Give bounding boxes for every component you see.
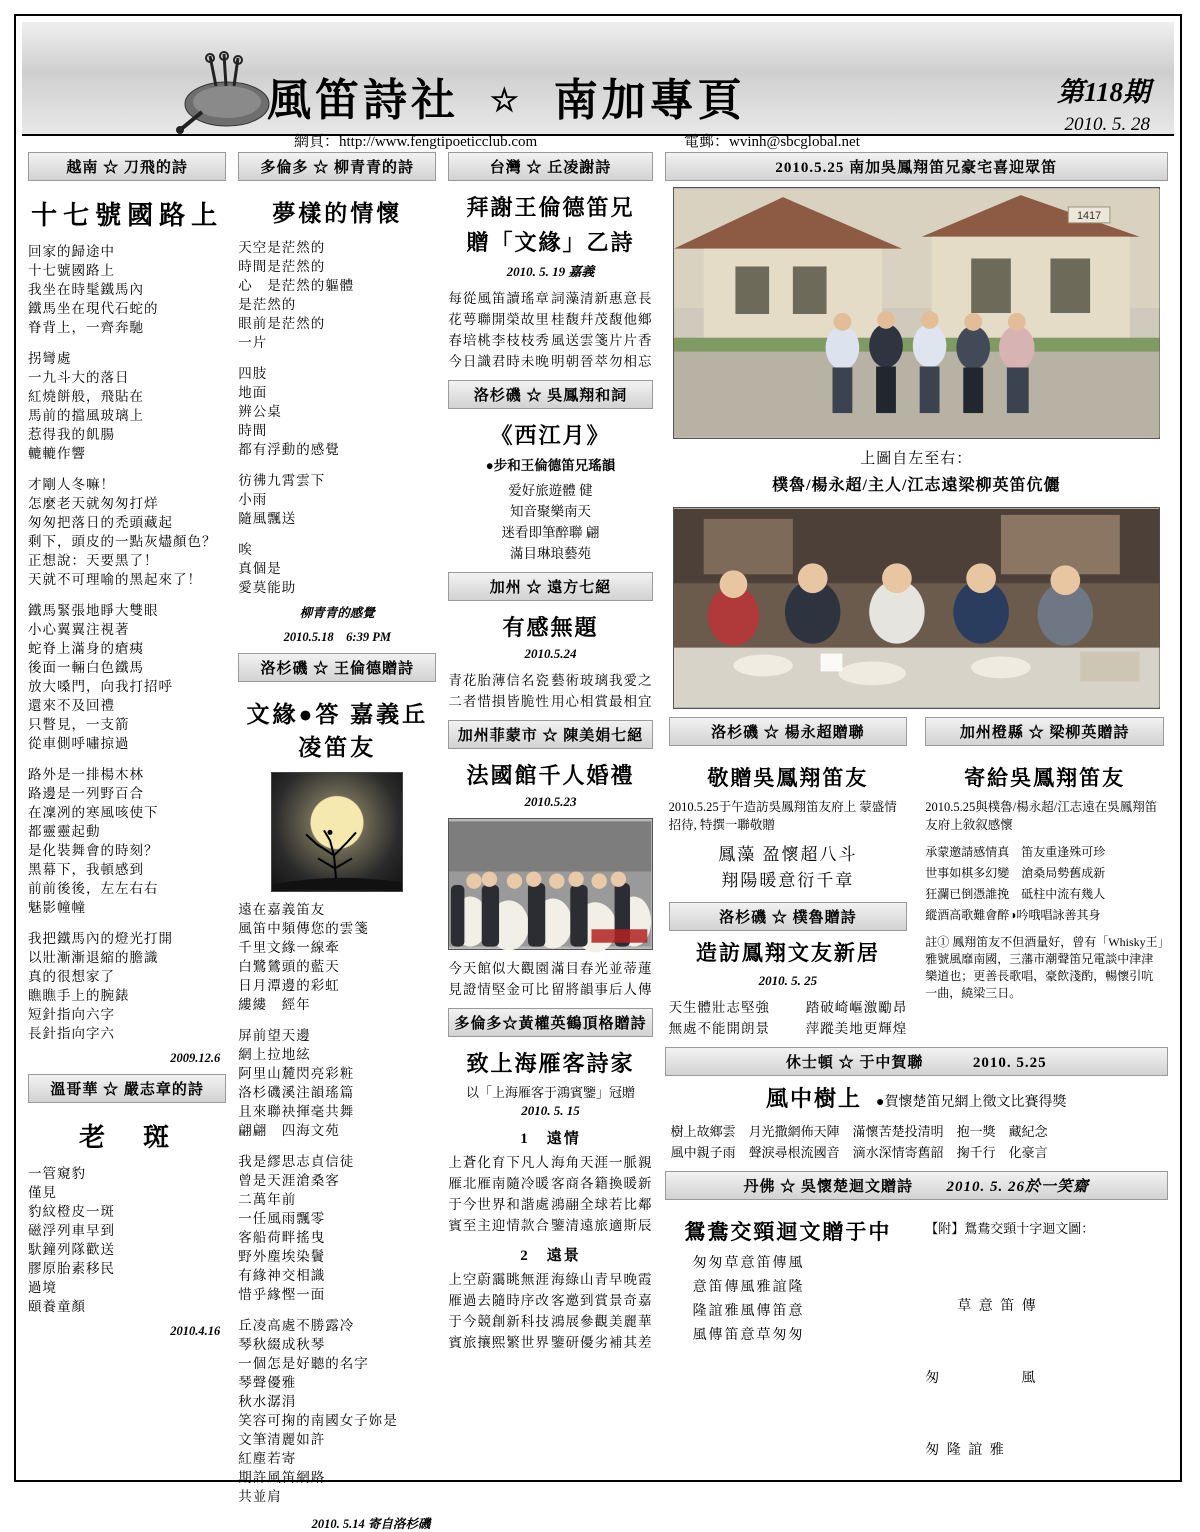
two-column-headers xyxy=(665,709,1168,752)
column-3 xyxy=(442,144,658,1466)
poem-title-shanghai: 致上海雁客詩家 xyxy=(466,1051,635,1076)
newsletter-sheet xyxy=(14,14,1182,1531)
section-header-denver xyxy=(665,1171,1168,1200)
poem-title-fengzhongshushang: 風中樹上 xyxy=(766,1086,863,1111)
poem-title-wenyuan: 文緣●答 嘉義丘凌笛友 xyxy=(246,702,429,760)
poem-title-yuanyang: 鴛鴦交頸迴文贈于中 xyxy=(684,1220,892,1244)
poem-body-visit: 天生體壯志堅強 踏破崎嶇激勵昂 無處不能開朗景 萍蹤美地更輝煌 xyxy=(668,1000,908,1036)
bottom-two-columns xyxy=(665,752,1168,1039)
figure-yuanyang: 草 意 笛 傳 匆 風 匆 隆 誼 雅 xyxy=(925,1299,1038,1458)
poem-title-highway17: 十七號國路上 xyxy=(31,201,224,230)
poem-lead-jigei: 2010.5.25與樸魯/楊永超/江志遠在吳鳳翔笛友府上敘叙感懷 xyxy=(925,800,1158,832)
dinner-photo xyxy=(673,507,1160,709)
denver-date: 2010. 5. 26於一笑齋 xyxy=(946,1179,1090,1195)
bagpipe-logo-icon xyxy=(172,52,282,134)
star-icon: ☆ xyxy=(490,82,523,118)
poem-signature-dream-time: 2010.5.18 6:39 PM xyxy=(283,630,391,644)
svg-text:1417: 1417 xyxy=(1076,209,1101,222)
website-line[interactable]: 網頁：http://www.fengtipoeticclub.com xyxy=(294,134,538,150)
masthead xyxy=(22,22,1174,150)
poem-body-yuanyang: 匆匆草意笛傳風 意笛傳風雅誼隆 隆誼雅風傳笛意 風傳笛意草匆匆 xyxy=(692,1256,805,1343)
wedding-photo xyxy=(448,818,652,950)
poem-date-shanghai: 2010. 5. 15 xyxy=(521,1103,580,1118)
section-header-la-wang: 洛杉磯 ☆ 王倫德贈詩 xyxy=(238,653,436,682)
section-header-fremont: 加州菲蒙市 ☆ 陳美娟七絕 xyxy=(448,720,652,749)
poem-date-visit: 2010. 5. 25 xyxy=(758,973,818,988)
section-header-toronto: 多倫多 ☆ 柳青青的詩 xyxy=(238,152,436,181)
poem-subtitle-fengzhongshushang: ●賀懷楚笛兄網上徵文比賽得獎 xyxy=(876,1095,1067,1110)
title-left: 風笛詩社 xyxy=(267,76,459,125)
photo-caption-line1: 上圖自左至右： xyxy=(860,451,973,467)
couplet-line-2: 翔陽暖意衍千章 xyxy=(721,871,855,890)
section-header-taiwan: 台灣 ☆ 丘凌謝詩 xyxy=(448,152,652,181)
section-header-la-wu: 洛杉磯 ☆ 吳鳳翔和詞 xyxy=(448,380,652,409)
poem-body-jigei: 承蒙邀請感情真 笛友重逢殊可珍 世事如棋多幻變 滄桑局勢舊成新 狂瀾已倒憑誰挽 砥柱中流有幾人 縱酒高歌難會醉◑吟哦唱詠善其身 xyxy=(925,845,1106,922)
poem-body-shanghai-1: 上蒼化育下凡人 海角天涯一脈親 雁北雁南隨冷暖 客商各籍換暖新 于今世界和諧處 鴻翮全球若比鄰 賓至主迎情款合 鑒清遠旅適斯辰 xyxy=(448,1155,653,1233)
poem-body-wedding: 今天館似大觀園 滿目春光並蒂蓮 見證情堅金可比 留將韻事后人傳 xyxy=(448,961,653,997)
content-columns xyxy=(22,136,1174,1531)
poem-body-wenyuan: 遠在嘉義笛友 風笛中頻傳您的雲箋 千里文緣一線牽 白鷺鷥頭的藍天 日月潭邊的彩虹 縷縷 經年 屏前望天邊 網上拉地絃 阿里山麓閃亮彩粧 洛杉磯溪注韻瑤篇 且來聯袂揮毫共舞 翩翩 四海文苑 我是繆思志貞信徒 曾是天涯滄桑客 二萬年前 一任風雨飄零 客船荷畔搖曳 野外塵埃染鬢 有緣神交相識 惜乎緣慳一面 丘凌高處不勝露冷 琴秋綴成秋琴 一個怎是好聽的名字 琴聲優雅 秋水潺涓 笑容可掬的南國女子妳是 文筆清麗如許 紅塵若寄 期許風笛網路 共並肩 xyxy=(238,902,398,1504)
section-header-toronto-huang: 多倫多☆黃權英鶴頂格贈詩 xyxy=(448,1008,652,1037)
section-header-la-yang: 洛杉磯 ☆ 楊永超贈聯 xyxy=(669,717,908,746)
section-header-orange-liang: 加州橙縣 ☆ 梁柳英贈詩 xyxy=(925,717,1164,746)
poem-subtitle-shanghai: 以「上海雁客于鴻賓鑒」冠贈 xyxy=(465,1085,635,1100)
page-title xyxy=(267,64,746,128)
houston-date: 2010. 5.25 xyxy=(972,1055,1047,1071)
house-group-photo-image xyxy=(674,188,1159,438)
poem-body-thanks: 每從風笛讀瑤章 詞藻清新惠意長 花萼聯開榮故里 桂馥幷茂馥他鄉 春培桃李枝枝秀 風送雲箋片片香 今日識君時未晚 明朝晉萃勿相忘 xyxy=(448,291,653,369)
figure-label-yuanyang: 【附】鴛鴦交頸十字迴文圖： xyxy=(925,1221,1095,1236)
poem-title-visit: 造訪鳳翔文友新居 xyxy=(695,941,880,965)
wedding-photo-image xyxy=(449,819,651,949)
poem-title-wedding: 法國館千人婚禮 xyxy=(466,763,635,788)
poem-signature-oldspot: 2010.4.16 xyxy=(170,1324,221,1338)
poem-title-xijiangyue: 《西江月》 xyxy=(490,423,611,448)
section-header-la-pulu: 洛杉磯 ☆ 樸魯贈詩 xyxy=(669,902,908,931)
dinner-photo-image xyxy=(674,508,1159,708)
poem-title-oldspot: 老 斑 xyxy=(79,1123,176,1152)
poem-body-oldspot: 一管窺豹 僅見 豹紋橙皮一斑 磁浮列車早到 馱鐘列隊歡送 膠原胎素移民 過境 頤養童顏 xyxy=(28,1166,115,1314)
poem-section-1: 1 遠情 xyxy=(520,1131,581,1147)
moon-photo xyxy=(271,772,403,892)
column-4 xyxy=(659,144,1174,1466)
poem-signature-highway17: 2009.12.6 xyxy=(170,1051,221,1065)
poem-body-highway17: 回家的歸途中 十七號國路上 我坐在時髦鐵馬內 鐵馬坐在現代石蛇的 脊背上，一齊奔馳 拐彎處 一九斗大的落日 紅燒餅般，飛貼在 馬前的擋風玻璃上 惹得我的飢腸 轆轆作響 才剛人冬嘛！ 怎麼老天就匆匆打烊 匆匆把落日的禿頭藏起 剩下，頭皮的一點灰燼顏色？ 正想說：天要黑了！ 天就不可理喻的黑起來了！ 鐵馬緊張地睜大雙眼 小心翼翼注視著 蛇脊上滿身的瘡痍 後面一輛白色鐵馬 放大嗓門，向我打招呼 還來不及回禮 只瞥見，一支箭 從車側呼嘯掠過 路外是一排楊木林 路邊是一列野百合 在凜冽的寒風咳使下 都靈靈起動 是化裝舞會的時刻？ 黑幕下，我頓感到 前前後後，左左右右 魅影幢幢 我把鐵馬內的燈光打開 以壯漸漸退縮的膽識 真的很想家了 瞧瞧手上的腕錶 短針指向六字 長針指向字六 xyxy=(28,242,226,1043)
poem-signature-dream-author: 柳青青的感覺 xyxy=(299,606,375,620)
section-header-gathering: 2010.5.25 南加吳鳳翔笛兄豪宅喜迎眾笛 xyxy=(665,152,1168,181)
poem-signature-wenyuan: 2010. 5.14 寄自洛杉磯 xyxy=(311,1517,431,1531)
poem-title-jigei: 寄給吳鳳翔笛友 xyxy=(964,766,1126,790)
poem-body-shanghai-2: 上空蔚靄眺無涯 海綠山青早晚霞 雁過去隨時序改 客邀到賞景奇嘉 于今競創新科技 鴻展參觀美麗華 賓旅攘熙繁世界 鑒研優劣補其差 xyxy=(448,1272,653,1350)
stanza: 回家的歸途中 xyxy=(28,244,115,259)
column-2 xyxy=(232,144,442,1531)
photo-caption-line2: 樸魯/楊永超/主人/江志遠梁柳英笛伉儷 xyxy=(772,477,1061,494)
houston-label: 休士頓 ☆ 于中賀聯 xyxy=(785,1055,924,1071)
house-group-photo xyxy=(673,187,1160,439)
issue-date: 2010. 5. 28 xyxy=(1064,114,1150,135)
poem-title-thanks-l1: 拜謝王倫德笛兄 xyxy=(466,195,635,220)
denver-label: 丹佛 ☆ 吳懷楚迴文贈詩 xyxy=(743,1179,914,1195)
email-line[interactable]: 電郵：wvinh@sbcglobal.net xyxy=(684,134,860,150)
poem-body-xijiangyue: 爱好旅遊體 健 知音聚樂南天 迷看即筆醉聯 翩 滿目琳琅藝苑 xyxy=(501,483,600,561)
poem-body-youganwuti: 青花胎薄信名瓷 藝術玻璃我愛之 二者惜損皆脆性 用心相賞最相宜 xyxy=(448,673,653,709)
poem-title-thanks-l2: 贈「文緣」乙詩 xyxy=(466,230,635,255)
section-header-vietnam: 越南 ☆ 刀飛的詩 xyxy=(28,152,226,181)
column-1 xyxy=(22,144,232,1466)
poem-date-thanks: 2010. 5. 19 嘉義 xyxy=(506,264,595,279)
poem-title-jingzeng: 敬贈吳鳳翔笛友 xyxy=(707,766,869,790)
tree-silhouette-icon xyxy=(272,820,402,891)
poem-date-wedding: 2010.5.23 xyxy=(524,794,577,809)
poem-footnote-jigei: 註① 鳳翔笛友不但酒量好，曾有「Whisky王」雅號風靡南國，三藩市潮聲笛兄電談中津津樂道也；更善長歌唱，豪飲淺酌，暢懷引吭一曲，繞梁三日。 xyxy=(925,935,1164,1000)
section-header-vancouver: 溫哥華 ☆ 嚴志章的詩 xyxy=(28,1074,226,1103)
title-right: 南加專頁 xyxy=(553,76,746,125)
couplet-line-1: 鳳藻 盈懷超八斗 xyxy=(718,845,858,864)
poem-body-fengzhongshushang: 樹上故鄉雲 月光撒網佈天陣 滿懷苦楚投清明 抱一獎 藏紀念 風中親子雨 聲淚尋根流國音 滴水深情寄舊韶 掬千行 化豪言 xyxy=(670,1124,1048,1160)
poem-lead-jingzeng: 2010.5.25于午造訪吳鳳翔笛友府上 蒙盛情招待, 特撰一聯敬贈 xyxy=(668,800,897,832)
poem-date-youganwuti: 2010.5.24 xyxy=(524,646,577,661)
poem-title-dream: 夢樣的情懷 xyxy=(272,201,403,226)
section-header-houston xyxy=(665,1047,1168,1076)
poem-section-2: 2 遠景 xyxy=(520,1248,581,1264)
houston-title-row xyxy=(665,1082,1168,1113)
poem-subtitle-xijiangyue: ●步和王倫德笛兄瑤韻 xyxy=(485,458,616,473)
issue-number: 第118期 xyxy=(1056,77,1150,107)
section-header-california: 加州 ☆ 遠方七絕 xyxy=(448,572,652,601)
poem-body-dream: 天空是茫然的 時間是茫然的 心 是茫然的軀體 是茫然的 眼前是茫然的 一片 四肢 地面 辨公桌 時間 都有浮動的感覺 彷彿九霄雲下 小雨 隨風飄送 唉 真個是 愛莫能助 xyxy=(238,240,355,595)
poem-title-youganwuti: 有感無題 xyxy=(502,615,599,640)
denver-body xyxy=(665,1206,1168,1511)
